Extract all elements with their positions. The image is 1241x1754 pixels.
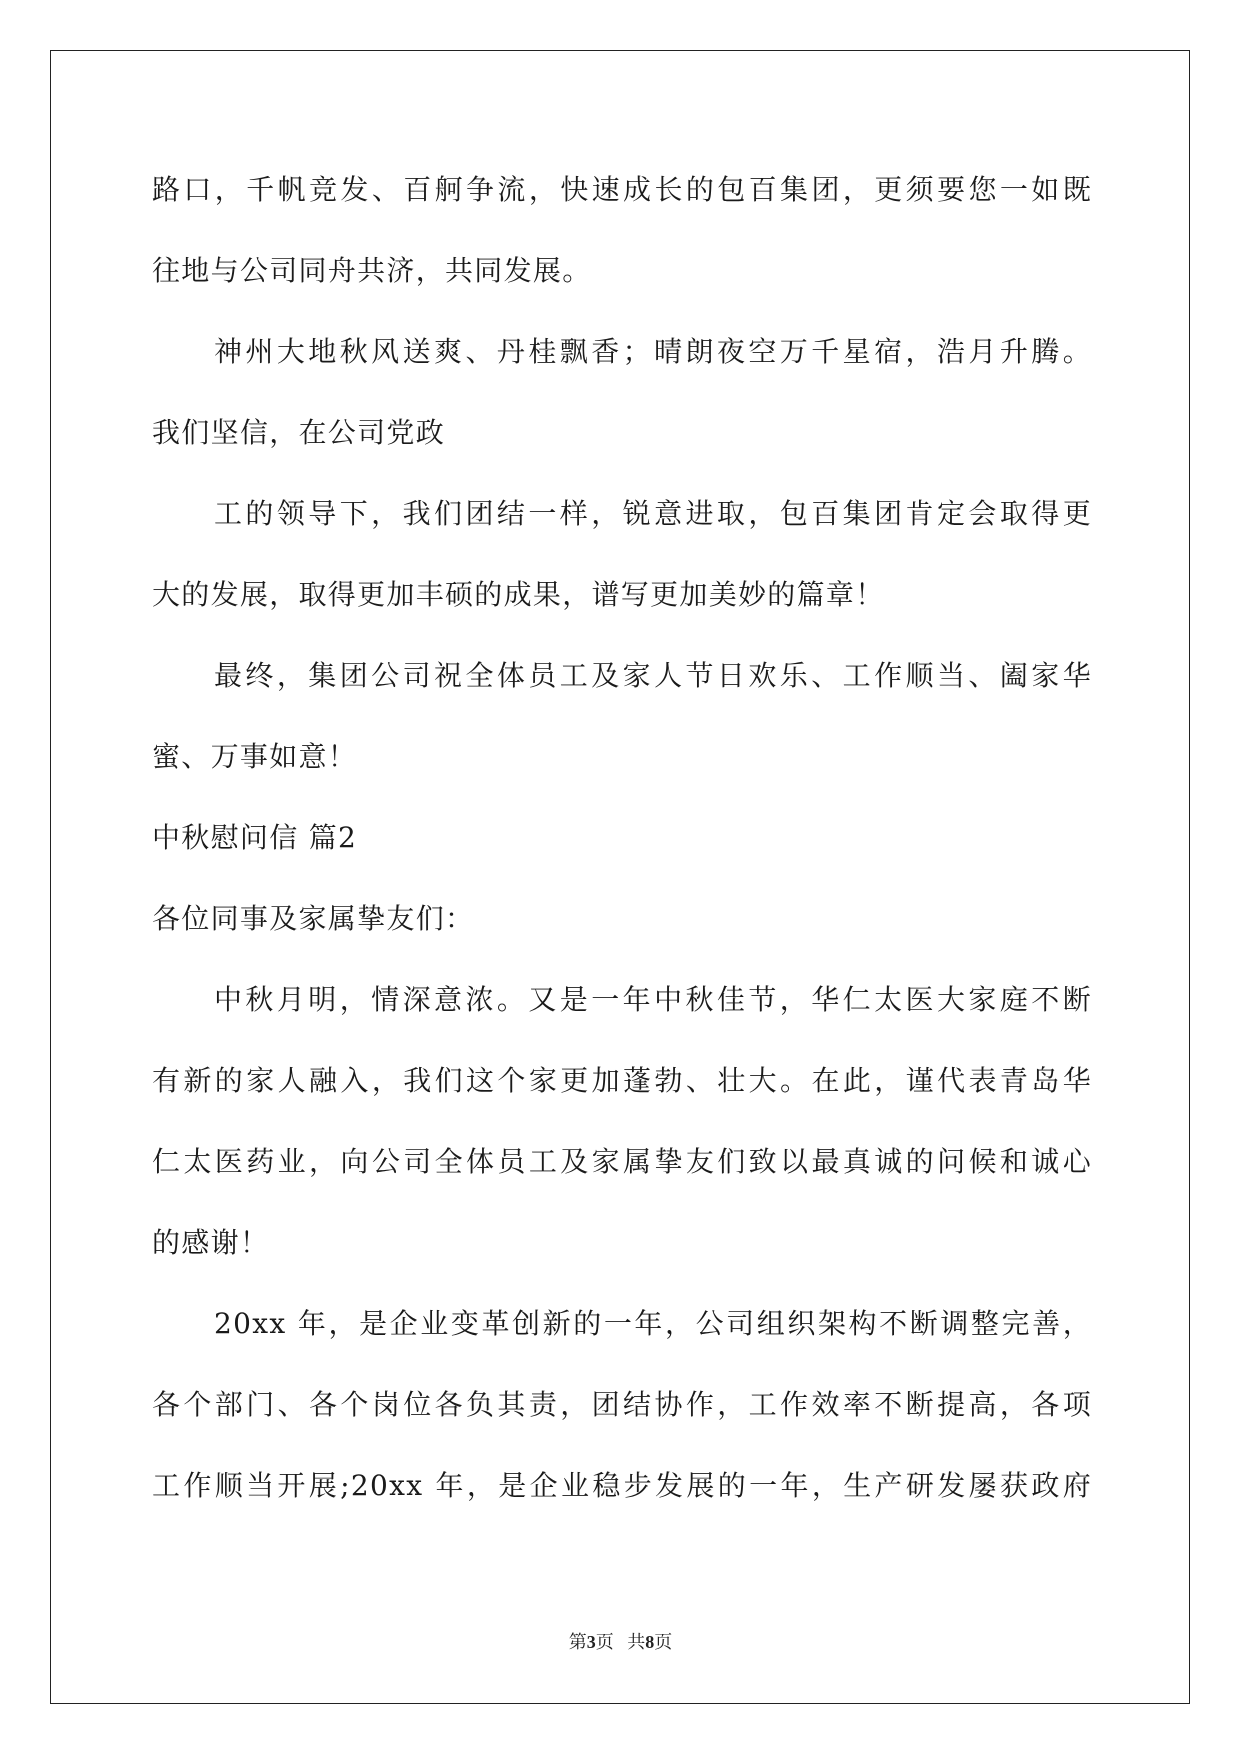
paragraph-line: 有新的家人融入，我们这个家更加蓬勃、壮大。在此，谨代表青岛华 bbox=[152, 1064, 1092, 1097]
paragraph-line: 20xx 年，是企业变革创新的一年，公司组织架构不断调整完善， bbox=[214, 1307, 1092, 1340]
paragraph-line: 大的发展，取得更加丰硕的成果，谱写更加美妙的篇章！ bbox=[152, 578, 885, 611]
current-page-number: 3 bbox=[586, 1632, 596, 1652]
page-number-footer bbox=[0, 1630, 1241, 1654]
salutation: 各位同事及家属挚友们： bbox=[152, 902, 475, 935]
paragraph-line: 各个部门、各个岗位各负其责，团结协作，工作效率不断提高，各项 bbox=[152, 1388, 1092, 1421]
footer-suffix: 页 bbox=[654, 1632, 673, 1652]
footer-prefix: 第 bbox=[568, 1632, 587, 1652]
paragraph-line: 的感谢！ bbox=[152, 1226, 270, 1259]
paragraph-line: 仁太医药业，向公司全体员工及家属挚友们致以最真诚的问候和诚心 bbox=[152, 1145, 1092, 1178]
paragraph-line: 工的领导下，我们团结一样，锐意进取，包百集团肯定会取得更 bbox=[214, 497, 1092, 530]
total-pages-number: 8 bbox=[645, 1632, 655, 1652]
page-border bbox=[50, 50, 1190, 1704]
footer-middle: 页 共 bbox=[595, 1632, 646, 1652]
paragraph-line: 路口，千帆竞发、百舸争流，快速成长的包百集团，更须要您一如既 bbox=[152, 173, 1092, 206]
paragraph-line: 中秋月明，情深意浓。又是一年中秋佳节，华仁太医大家庭不断 bbox=[214, 983, 1092, 1016]
paragraph-line: 最终，集团公司祝全体员工及家人节日欢乐、工作顺当、阖家华 bbox=[214, 659, 1092, 692]
paragraph-line: 往地与公司同舟共济，共同发展。 bbox=[152, 254, 592, 287]
paragraph-line: 我们坚信，在公司党政 bbox=[152, 416, 446, 449]
paragraph-line: 神州大地秋风送爽、丹桂飘香；晴朗夜空万千星宿，浩月升腾。 bbox=[214, 335, 1092, 368]
section-heading: 中秋慰问信 篇2 bbox=[152, 821, 358, 854]
paragraph-line: 工作顺当开展;20xx 年，是企业稳步发展的一年，生产研发屡获政府 bbox=[152, 1469, 1092, 1502]
paragraph-line: 蜜、万事如意！ bbox=[152, 740, 358, 773]
